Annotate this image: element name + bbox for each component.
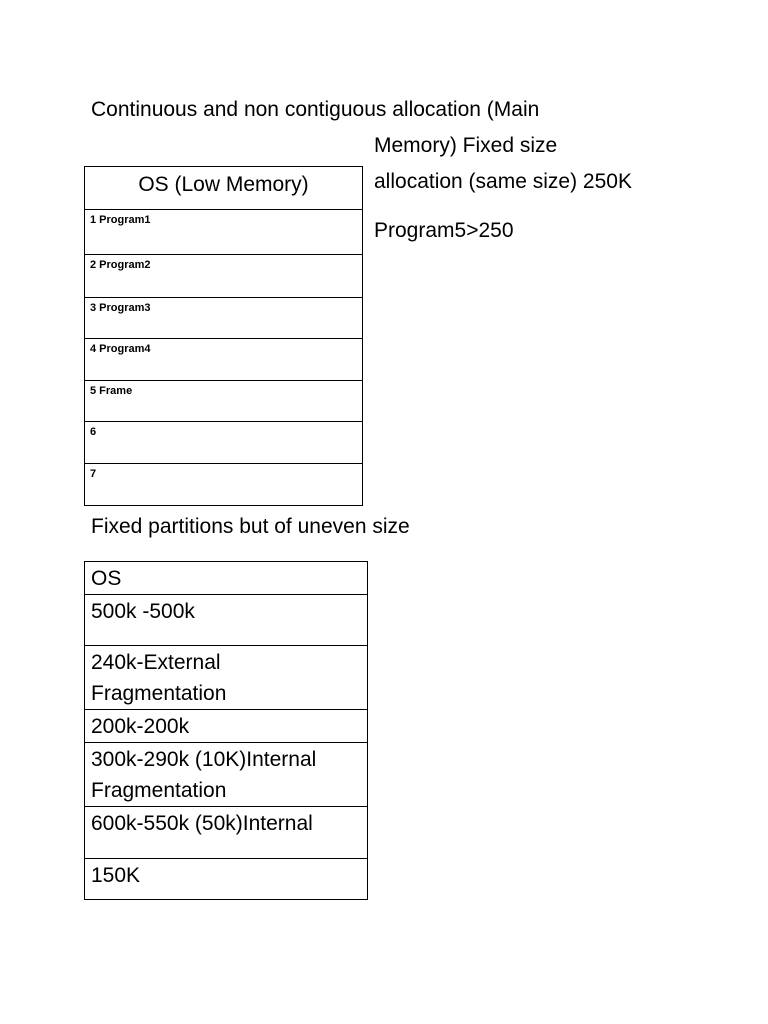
partition-text: 240k-External <box>91 651 221 674</box>
partition-300k <box>85 743 368 807</box>
memory-slot-6: 6 <box>85 422 363 464</box>
memory-slot-3: 3 Program3 <box>85 298 363 339</box>
uneven-partitions-table <box>84 561 368 900</box>
partition-240k <box>85 646 368 710</box>
memory-slot-4: 4 Program4 <box>85 339 363 381</box>
partition-text: 500k -500k <box>91 600 195 623</box>
partition-text: 300k-290k (10K)Internal <box>91 748 317 771</box>
side-note-line-3: Program5>250 <box>374 219 514 242</box>
memory-slot-2: 2 Program2 <box>85 255 363 298</box>
partition-text: 150K <box>91 864 141 887</box>
partition-text: Fragmentation <box>91 682 227 705</box>
heading: Continuous and non contiguous allocation (Main <box>91 98 540 121</box>
side-note-line-1: Memory) Fixed size <box>374 134 558 157</box>
fixed-size-memory-table <box>84 166 363 506</box>
memory-slot-7: 7 <box>85 464 363 506</box>
memory-slot-1: 1 Program1 <box>85 210 363 255</box>
side-note-line-2: allocation (same size) 250K <box>374 170 632 193</box>
partition-text: OS <box>91 567 122 590</box>
partition-text: 600k-550k (50k)Internal <box>91 812 313 835</box>
partition-text: Fragmentation <box>91 779 227 802</box>
partition-text: 200k-200k <box>91 715 190 738</box>
fixed-partitions-title: Fixed partitions but of uneven size <box>91 515 410 538</box>
partition-200k <box>85 710 368 743</box>
partition-500k <box>85 595 368 646</box>
os-low-memory-cell: OS (Low Memory) <box>85 167 363 210</box>
partition-150k <box>85 859 368 900</box>
partition-os <box>85 562 368 595</box>
memory-slot-5: 5 Frame <box>85 381 363 422</box>
partition-600k <box>85 807 368 859</box>
